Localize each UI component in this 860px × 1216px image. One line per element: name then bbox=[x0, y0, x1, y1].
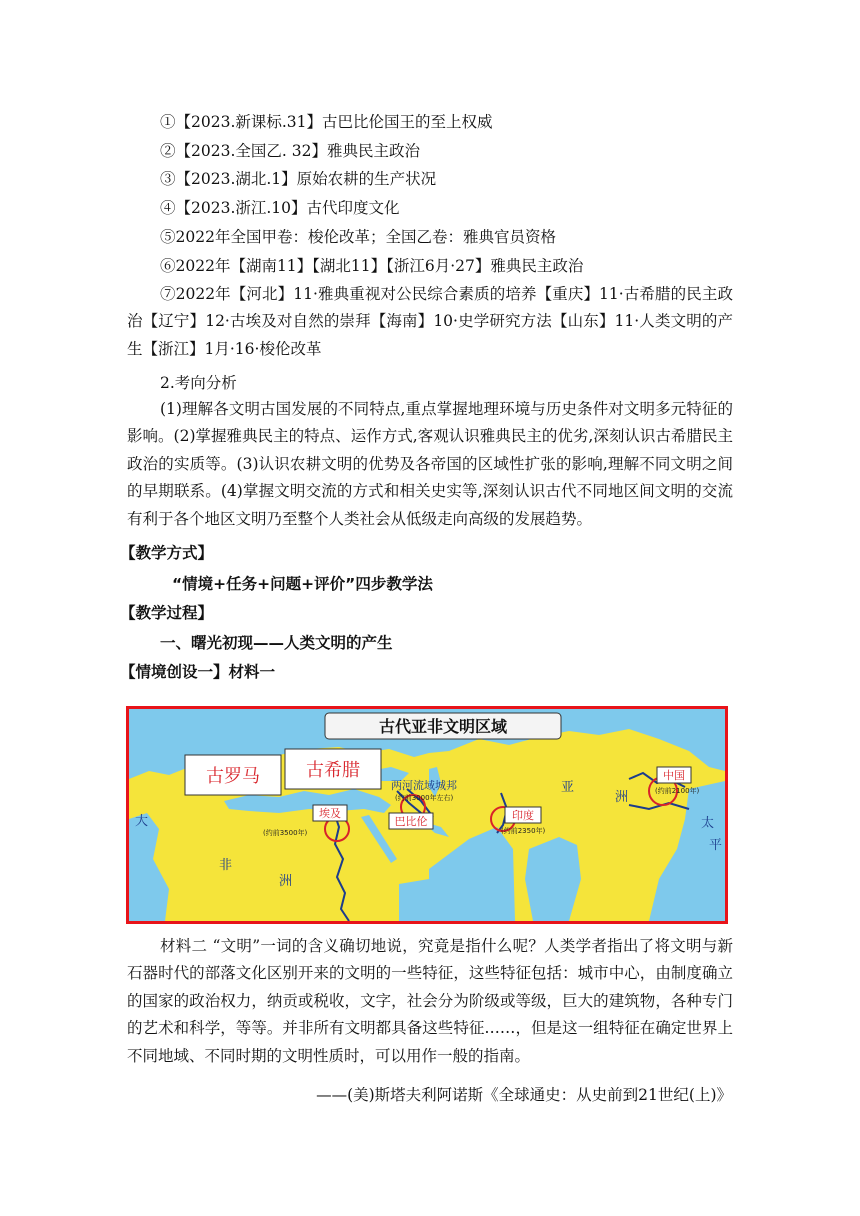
china-label: 中国 bbox=[663, 769, 685, 782]
mesopotamia-date: (约前3000年左右) bbox=[395, 794, 454, 802]
india-date: (约前2350年) bbox=[501, 827, 546, 835]
atlantic-label: 大 bbox=[135, 814, 149, 829]
babylon-label: 巴比伦 bbox=[394, 815, 428, 828]
mesopotamia-label: 两河流域城邦 bbox=[391, 779, 457, 792]
bay-of-bengal bbox=[525, 837, 581, 921]
exam-item-7: ⑦2022年【河北】11·雅典重视对公民综合素质的培养【重庆】11·古希腊的民主政治【辽宁】12·古埃及对自然的崇拜【海南】10·史学研究方法【山东】11·人类文明的产生【浙江】1月·16·梭伦改革 bbox=[127, 285, 733, 358]
greece-label: 古希腊 bbox=[306, 760, 360, 781]
source-citation: ——(美)斯塔夫利阿诺斯《全球通史：从史前到21世纪(上)》 bbox=[316, 1086, 732, 1104]
teaching-process-heading: 【教学过程】 bbox=[120, 604, 214, 622]
teaching-method-heading: 【教学方式】 bbox=[120, 544, 214, 562]
exam-item-3: ③【2023.湖北.1】原始农耕的生产状况 bbox=[160, 170, 437, 188]
exam-item-5: ⑤2022年全国甲卷：梭伦改革；全国乙卷：雅典官员资格 bbox=[160, 228, 556, 246]
rome-label: 古罗马 bbox=[206, 766, 260, 787]
exam-item-4: ④【2023.浙江.10】古代印度文化 bbox=[160, 199, 400, 217]
pacific-label-2: 平 bbox=[709, 838, 723, 853]
teaching-method: “情境+任务+问题+评价”四步教学法 bbox=[172, 575, 433, 593]
material-2: 材料二 “文明”一词的含义确切地说，究竟是指什么呢？人类学者指出了将文明与新石器时代的部落文化区别开来的文明的一些特征，这些特征包括：城市中心，由制度确立的国家的政治权力，纳贡或税收，文字，社会分为阶级或等级，巨大的建筑物，各种专门的艺术和科学，等等。并非所有文明都具备这些特征……，但是这一组特征在确定世界上不同地域、不同时期的文明性质时，可以用作一般的指南。 bbox=[127, 937, 733, 1065]
scenario-heading bbox=[120, 661, 275, 683]
analysis-text: (1)理解各文明古国发展的不同特点,重点掌握地理环境与历史条件对文明多元特征的影响。(2)掌握雅典民主的特点、运作方式,客观认识雅典民主的优劣,深刻认识古希腊民主政治的实质等。(3)认识农耕文明的优势及各帝国的区域性扩张的影响,理解不同文明之间的早期联系。(4)掌握文明交流的方式和相关史实等,深刻认识古代不同地区间文明的交流有利于各个地区文明乃至整个人类社会从低级走向高级的发展趋势。 bbox=[127, 400, 733, 528]
pacific-label-1: 太 bbox=[701, 816, 715, 831]
africa-label-2: 洲 bbox=[279, 874, 293, 889]
china-date: (约前2100年) bbox=[655, 787, 700, 795]
asia-label-1: 亚 bbox=[561, 780, 575, 795]
analysis-heading: 2.考向分析 bbox=[160, 374, 237, 392]
exam-item-2: ②【2023.全国乙. 32】雅典民主政治 bbox=[160, 142, 420, 160]
egypt-date: (约前3500年) bbox=[263, 829, 308, 837]
exam-item-1: ①【2023.新课标.31】古巴比伦国王的至上权威 bbox=[160, 113, 493, 131]
map-svg bbox=[129, 709, 725, 921]
ancient-civilization-map bbox=[126, 706, 728, 924]
exam-item-6: ⑥2022年【湖南11】【湖北11】【浙江6月·27】雅典民主政治 bbox=[160, 257, 584, 275]
scenario-heading-text: 【情境创设一】材料一 bbox=[120, 663, 276, 681]
africa-label-1: 非 bbox=[219, 858, 233, 873]
asia-label-2: 洲 bbox=[615, 790, 629, 805]
india-label: 印度 bbox=[512, 809, 534, 822]
section-title: 一、曙光初现——人类文明的产生 bbox=[160, 634, 393, 652]
map-title: 古代亚非文明区域 bbox=[378, 717, 508, 736]
egypt-label: 埃及 bbox=[319, 807, 341, 820]
